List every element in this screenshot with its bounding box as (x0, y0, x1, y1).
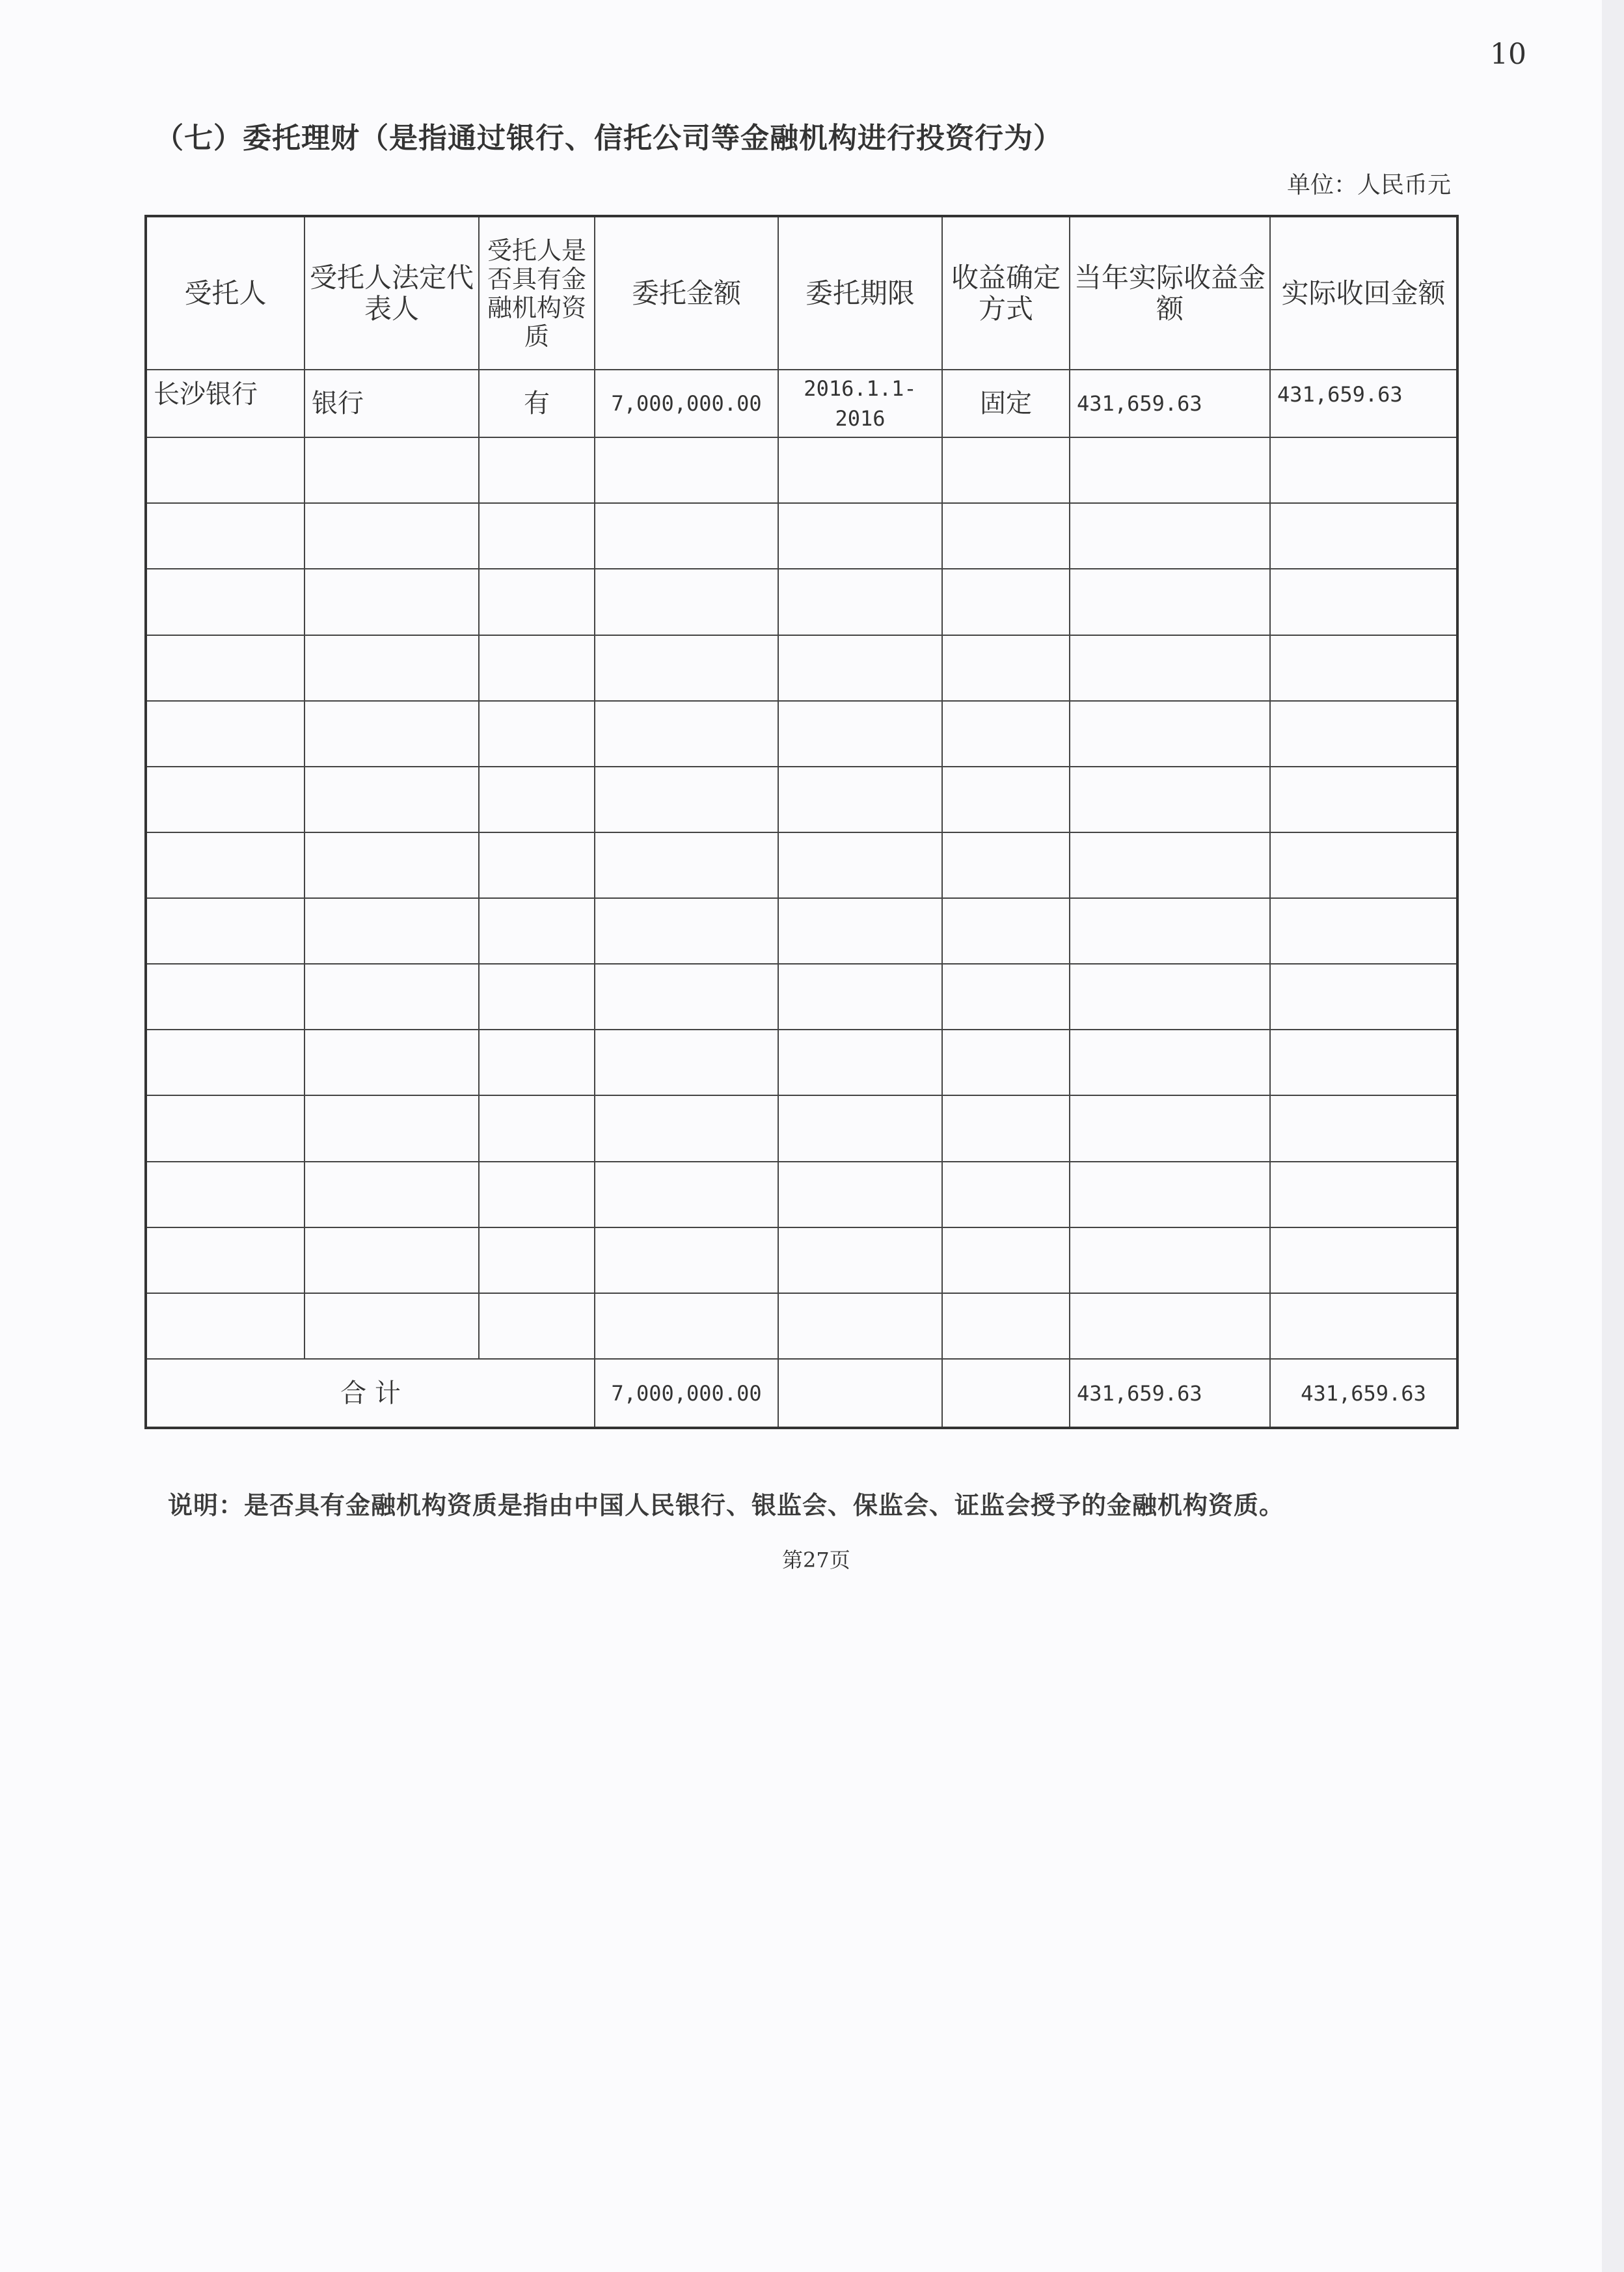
empty-cell (778, 898, 942, 964)
empty-cell (595, 1162, 778, 1227)
empty-cell (1270, 569, 1457, 635)
empty-cell (595, 832, 778, 898)
empty-cell (146, 964, 304, 1030)
empty-cell (942, 503, 1070, 569)
empty-cell (1070, 635, 1270, 701)
empty-cell (1070, 437, 1270, 503)
empty-cell (146, 701, 304, 767)
empty-cell (1070, 964, 1270, 1030)
empty-cell (778, 503, 942, 569)
header-term: 委托期限 (778, 216, 942, 370)
cell-recovered: 431,659.63 (1270, 370, 1457, 437)
empty-cell (304, 635, 479, 701)
total-recovered: 431,659.63 (1270, 1359, 1457, 1428)
empty-cell (146, 898, 304, 964)
empty-cell (1070, 1030, 1270, 1095)
empty-cell (479, 437, 595, 503)
empty-cell (1270, 1162, 1457, 1227)
empty-cell (304, 964, 479, 1030)
empty-cell (146, 1293, 304, 1359)
total-method-empty (942, 1359, 1070, 1428)
empty-row (146, 1095, 1457, 1161)
empty-cell (479, 1227, 595, 1293)
empty-cell (479, 1162, 595, 1227)
empty-cell (595, 1293, 778, 1359)
header-income-method: 收益确定方式 (942, 216, 1070, 370)
empty-cell (595, 1030, 778, 1095)
empty-cell (1270, 1095, 1457, 1161)
empty-cell (479, 1095, 595, 1161)
empty-cell (942, 701, 1070, 767)
table-header (146, 216, 1457, 370)
cell-trustee: 长沙银行 (146, 370, 304, 437)
empty-cell (778, 1293, 942, 1359)
empty-cell (146, 1030, 304, 1095)
table-footer (146, 1359, 1457, 1428)
section-title: （七）委托理财（是指通过银行、信托公司等金融机构进行投资行为） (155, 122, 1062, 155)
empty-row (146, 767, 1457, 832)
empty-row (146, 964, 1457, 1030)
empty-cell (942, 569, 1070, 635)
empty-row (146, 437, 1457, 503)
empty-row (146, 1162, 1457, 1227)
empty-cell (479, 832, 595, 898)
empty-cell (942, 1293, 1070, 1359)
header-recovered: 实际收回金额 (1270, 216, 1457, 370)
empty-cell (146, 1162, 304, 1227)
empty-cell (778, 832, 942, 898)
empty-cell (1270, 635, 1457, 701)
empty-cell (1270, 1030, 1457, 1095)
empty-cell (778, 635, 942, 701)
empty-cell (778, 767, 942, 832)
empty-cell (304, 1095, 479, 1161)
empty-cell (146, 635, 304, 701)
empty-cell (942, 1227, 1070, 1293)
empty-cell (1070, 767, 1270, 832)
empty-cell (778, 569, 942, 635)
empty-cell (595, 964, 778, 1030)
empty-row (146, 1227, 1457, 1293)
empty-cell (1070, 503, 1270, 569)
empty-cell (595, 898, 778, 964)
empty-cell (146, 1227, 304, 1293)
empty-cell (1270, 1293, 1457, 1359)
empty-cell (146, 1095, 304, 1161)
empty-cell (304, 1162, 479, 1227)
page-number: 第27页 (782, 1548, 850, 1572)
cell-qualified: 有 (479, 370, 595, 437)
cell-amount: 7,000,000.00 (595, 370, 778, 437)
empty-cell (1270, 832, 1457, 898)
empty-cell (595, 1095, 778, 1161)
empty-cell (595, 569, 778, 635)
header-trustee: 受托人 (146, 216, 304, 370)
empty-cell (479, 635, 595, 701)
table-body (146, 370, 1457, 1359)
empty-cell (1270, 1227, 1457, 1293)
empty-cell (778, 1095, 942, 1161)
empty-cell (479, 1030, 595, 1095)
empty-cell (942, 1162, 1070, 1227)
empty-row (146, 701, 1457, 767)
empty-cell (1070, 1095, 1270, 1161)
cell-annual-income: 431,659.63 (1070, 370, 1270, 437)
empty-cell (1070, 569, 1270, 635)
table-row (146, 370, 1457, 437)
empty-cell (1270, 437, 1457, 503)
empty-cell (1270, 701, 1457, 767)
currency-unit: 单位：人民币元 (1287, 172, 1452, 198)
empty-cell (1070, 701, 1270, 767)
empty-cell (942, 898, 1070, 964)
empty-cell (1270, 964, 1457, 1030)
total-term-empty (778, 1359, 942, 1428)
empty-cell (1270, 767, 1457, 832)
corner-page-number: 10 (1490, 38, 1526, 71)
empty-cell (304, 437, 479, 503)
empty-cell (479, 503, 595, 569)
cell-income-method: 固定 (942, 370, 1070, 437)
entrusted-wealth-table (144, 215, 1459, 1429)
empty-row (146, 832, 1457, 898)
header-annual-income: 当年实际收益金额 (1070, 216, 1270, 370)
empty-cell (304, 1030, 479, 1095)
empty-cell (778, 701, 942, 767)
header-legal-rep: 受托人法定代表人 (304, 216, 479, 370)
empty-cell (595, 767, 778, 832)
empty-cell (146, 569, 304, 635)
empty-cell (942, 1030, 1070, 1095)
empty-cell (595, 701, 778, 767)
empty-cell (304, 1293, 479, 1359)
empty-cell (1070, 1293, 1270, 1359)
empty-cell (1070, 898, 1270, 964)
empty-cell (778, 437, 942, 503)
empty-cell (595, 635, 778, 701)
empty-cell (304, 898, 479, 964)
empty-cell (942, 635, 1070, 701)
empty-cell (479, 964, 595, 1030)
empty-cell (146, 437, 304, 503)
empty-cell (304, 1227, 479, 1293)
total-amount: 7,000,000.00 (595, 1359, 778, 1428)
empty-row (146, 635, 1457, 701)
empty-cell (304, 832, 479, 898)
cell-term: 2016.1.1-2016 (778, 370, 942, 437)
empty-cell (1270, 898, 1457, 964)
cell-legal-rep: 银行 (304, 370, 479, 437)
empty-cell (146, 767, 304, 832)
empty-cell (479, 569, 595, 635)
empty-cell (942, 437, 1070, 503)
empty-cell (479, 767, 595, 832)
empty-cell (595, 503, 778, 569)
footnote: 说明：是否具有金融机构资质是指由中国人民银行、银监会、保监会、证监会授予的金融机构资质。 (168, 1490, 1285, 1520)
empty-cell (304, 767, 479, 832)
empty-row (146, 898, 1457, 964)
empty-cell (942, 1095, 1070, 1161)
empty-cell (304, 569, 479, 635)
empty-row (146, 569, 1457, 635)
empty-cell (595, 1227, 778, 1293)
empty-cell (595, 437, 778, 503)
empty-cell (479, 1293, 595, 1359)
empty-cell (778, 964, 942, 1030)
empty-cell (146, 503, 304, 569)
header-qualified: 受托人是否具有金融机构资质 (479, 216, 595, 370)
scan-edge (1602, 0, 1624, 2272)
empty-cell (1070, 1227, 1270, 1293)
header-amount: 委托金额 (595, 216, 778, 370)
empty-row (146, 503, 1457, 569)
empty-cell (942, 964, 1070, 1030)
total-annual-income: 431,659.63 (1070, 1359, 1270, 1428)
empty-cell (942, 832, 1070, 898)
total-row (146, 1359, 1457, 1428)
empty-cell (146, 832, 304, 898)
empty-cell (304, 503, 479, 569)
empty-cell (479, 898, 595, 964)
empty-row (146, 1293, 1457, 1359)
empty-cell (1070, 832, 1270, 898)
empty-cell (1070, 1162, 1270, 1227)
empty-cell (479, 701, 595, 767)
total-label: 合 计 (146, 1359, 595, 1428)
empty-cell (778, 1227, 942, 1293)
empty-row (146, 1030, 1457, 1095)
empty-cell (942, 767, 1070, 832)
empty-cell (778, 1162, 942, 1227)
empty-cell (1270, 503, 1457, 569)
empty-cell (304, 701, 479, 767)
empty-cell (778, 1030, 942, 1095)
